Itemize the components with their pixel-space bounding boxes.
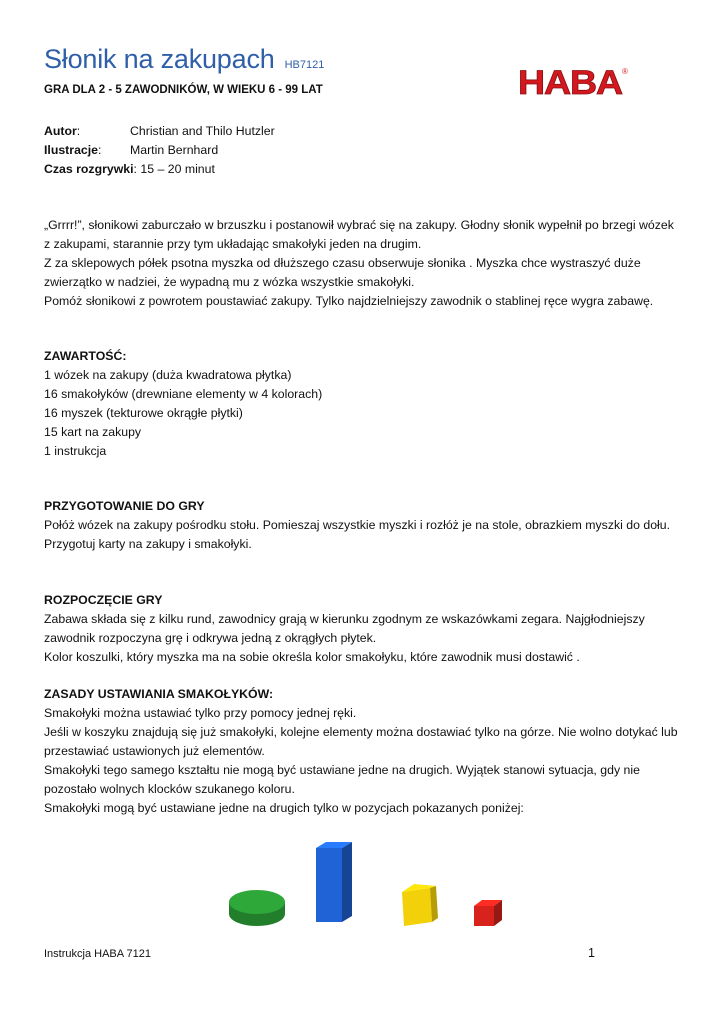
author-value: Christian and Thilo Hutzler xyxy=(130,124,275,138)
blue-pillar-piece xyxy=(316,842,352,922)
product-code: HB7121 xyxy=(284,59,325,71)
rules-section xyxy=(44,685,694,818)
contents-heading: ZAWARTOŚĆ: xyxy=(44,349,127,363)
wooden-pieces-illustration xyxy=(222,834,522,934)
rules-line: Smakołyki można ustawiać tylko przy pomocy jednej ręki. xyxy=(44,706,357,720)
green-disc-piece xyxy=(229,890,285,926)
author-row: Autor: Christian and Thilo Hutzler xyxy=(44,122,215,141)
illustrations-row: Ilustracje: Martin Bernhard xyxy=(44,141,215,160)
start-line: Kolor koszulki, który myszka ma na sobie określa kolor smakołyku, które zawodnik musi dostawić . xyxy=(44,650,580,664)
contents-item: 1 instrukcja xyxy=(44,444,107,458)
time-row: Czas rozgrywki: 15 – 20 minut xyxy=(44,162,215,176)
rules-line: Smakołyki mogą być ustawiane jedne na drugich tylko w pozycjach pokazanych poniżej: xyxy=(44,801,524,815)
contents-item: 1 wózek na zakupy (duża kwadratowa płytka) xyxy=(44,368,292,382)
start-section xyxy=(44,591,694,667)
svg-text:®: ® xyxy=(622,67,628,76)
contents-item: 16 smakołyków (drewniane elementy w 4 kolorach) xyxy=(44,387,323,401)
haba-logo xyxy=(514,52,634,112)
setup-section xyxy=(44,497,694,554)
meta-section xyxy=(44,122,275,179)
rules-line: Smakołyki tego samego kształtu nie mogą być ustawiane jedne na drugich. Wyjątek stanowi sytuacja, gdy nie xyxy=(44,763,640,777)
start-heading: ROZPOCZĘCIE GRY xyxy=(44,593,163,607)
intro-line: zwierzątko w nadziei, że wypadną mu z wózka wszystkie smakołyki. xyxy=(44,275,415,289)
contents-section xyxy=(44,347,694,461)
page-number: 1 xyxy=(588,946,595,960)
illustrations-value: Martin Bernhard xyxy=(130,143,219,157)
yellow-triangle-piece xyxy=(402,884,438,926)
setup-line: Przygotuj karty na zakupy i smakołyki. xyxy=(44,537,252,551)
setup-line: Połóż wózek na zakupy pośrodku stołu. Pomieszaj wszystkie myszki i rozłóż je na stole, obrazkiem myszki do dołu. xyxy=(44,518,671,532)
rules-line: przestawiać ustawionych już elementów. xyxy=(44,744,265,758)
rules-heading: ZASADY USTAWIANIA SMAKOŁYKÓW: xyxy=(44,687,274,701)
intro-line: „Grrrr!”, słonikowi zaburczało w brzuszku i postanowił wybrać się na zakupy. Głodny słonik wypełnił po brzegi wózek xyxy=(44,218,674,232)
start-line: Zabawa składa się z kilku rund, zawodnicy grają w kierunku zgodnym ze wskazówkami zegara. Najgłodniejszy xyxy=(44,612,645,626)
time-label: Czas rozgrywki xyxy=(44,162,134,176)
page-title: Słonik na zakupach xyxy=(44,44,275,74)
red-cube-piece xyxy=(474,900,502,926)
intro-line: Pomóż słonikowi z powrotem poustawiać zakupy. Tylko najdzielniejszy zawodnik o stablinej ręce wygra zabawę. xyxy=(44,294,654,308)
contents-item: 15 kart na zakupy xyxy=(44,425,142,439)
author-label: Autor xyxy=(44,124,77,138)
intro-line: Z za sklepowych półek psotna myszka od dłuższego czasu obserwuje słonika . Myszka chce wystraszyć duże xyxy=(44,256,641,270)
subtitle: GRA DLA 2 - 5 ZAWODNIKÓW, W WIEKU 6 - 99 LAT xyxy=(44,84,323,96)
setup-heading: PRZYGOTOWANIE DO GRY xyxy=(44,499,205,513)
time-value: 15 – 20 minut xyxy=(140,162,215,176)
rules-line: Jeśli w koszyku znajdują się już smakołyki, kolejne elementy można dostawiać tylko na górze. Nie wolno dotykać lub xyxy=(44,725,678,739)
svg-text:HABA: HABA xyxy=(518,64,623,102)
intro-section xyxy=(44,216,694,311)
title-row xyxy=(44,44,324,75)
footer-label: Instrukcja HABA 7121 xyxy=(44,948,152,960)
start-line: zawodnik rozpoczyna grę i odkrywa jedną z okrągłych płytek. xyxy=(44,631,377,645)
illustrations-label: Ilustracje xyxy=(44,143,98,157)
rules-line: pozostało wolnych klocków szukanego koloru. xyxy=(44,782,295,796)
contents-item: 16 myszek (tekturowe okrągłe płytki) xyxy=(44,406,243,420)
intro-line: z zakupami, starannie przy tym układając smakołyki jeden na drugim. xyxy=(44,237,422,251)
